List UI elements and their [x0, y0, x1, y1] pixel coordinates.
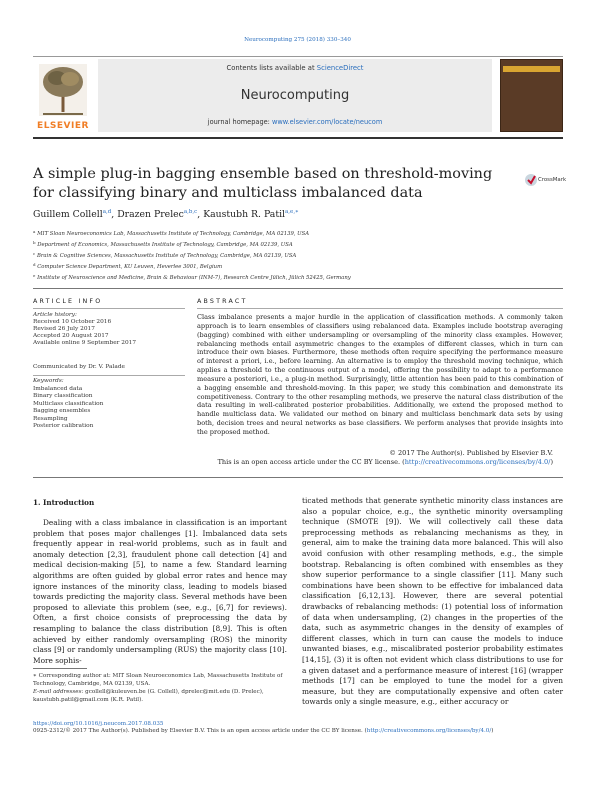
- issn-suffix: ): [491, 728, 494, 734]
- affiliation-text: Department of Economics, Massachusetts Institute of Technology, Cambridge, MA 02139, USA: [37, 241, 293, 248]
- abstract-heading: ABSTRACT: [197, 298, 248, 305]
- abstract-rule: [197, 308, 563, 309]
- affiliation-marker: c: [33, 250, 36, 256]
- author-list: Guillem Collell$^{a,d}$, Drazen Prelec$^{a,b,c}$, Kaustubh R. Patil$^{a,e,∗}$: [33, 209, 299, 220]
- keyword-item: Bagging ensembles: [33, 408, 91, 414]
- header-bottom-rule: [33, 137, 563, 139]
- body-left-column: Dealing with a class imbalance in classification is an important problem that poses major challenges [1]. Imbalanced data sets frequently appear in real-world problems, such as in fault and anomaly detection [2,3], fraudulent phone call detection [4] and medical decision-making [5], to name a few. Standard learning algorithms are often guided by global error rates and hence may ignore instances of the minority class, leading to models biased towards predicting the majority class. Several methods have been proposed to alleviate this problem (see, e.g., [6,7] for reviews). Often, a first choice consists of preprocessing the data by resampling to balance the class distribution [8,9]. This is often achieved by either randomly oversampling (ROS) the minority class [9] or randomly undersampling (RUS) the majority class [10]. More sophis-: [33, 518, 287, 665]
- crossmark-label[interactable]: CrossMark: [538, 177, 567, 183]
- affiliation-marker: e: [33, 272, 36, 278]
- journal-citation[interactable]: Neurocomputing 275 (2018) 330–340: [244, 37, 351, 43]
- communicated-by: Communicated by Dr. V. Palade: [33, 364, 125, 370]
- homepage-prefix: journal homepage:: [207, 118, 273, 126]
- journal-cover-title-strip: [503, 66, 560, 72]
- affiliation-text: Computer Science Department, KU Leuven, Heverlee 3001, Belgium: [37, 263, 223, 270]
- history-item: Received 10 October 2016: [33, 319, 112, 326]
- footnote-rule: [33, 668, 87, 669]
- history-item: Revised 26 July 2017: [33, 326, 95, 333]
- corresponding-author-note: ∗ Corresponding author at: MIT Sloan Neuroeconomics Lab, Massachusetts Institute of Technology, Cambridge, MA 02139, USA.: [33, 673, 283, 687]
- affiliation-list: [33, 228, 533, 283]
- history-item: Accepted 20 August 2017: [33, 333, 109, 340]
- affiliation-item: [33, 261, 533, 272]
- email-addresses[interactable]: gcollell@kuleuven.be (G. Collell), dprelec@mit.edu (D. Prelec), kaustubh.patil@gmail.com (K.R. Patil).: [33, 689, 264, 703]
- email-line: [33, 688, 287, 704]
- keyword-item: Imbalanced data: [33, 385, 83, 392]
- author-name[interactable]: Kaustubh R. Patil: [203, 209, 286, 220]
- keyword-item: Posterior calibration: [33, 423, 94, 429]
- elsevier-logo-text: ELSEVIER: [37, 121, 89, 131]
- keywords-rule: [33, 375, 185, 376]
- email-label: E-mail addresses:: [33, 689, 84, 695]
- affiliation-item: [33, 272, 533, 283]
- issn-prefix: 0925-2312/© 2017 The Author(s). Published by Elsevier B.V. This is an open access article under the CC BY license. (: [33, 728, 367, 734]
- author-affiliation-marker[interactable]: a,d: [102, 209, 112, 215]
- author-name[interactable]: Guillem Collell: [33, 209, 103, 220]
- history-label: Article history:: [33, 312, 77, 318]
- license-prefix: This is an open access article under the CC BY license. (: [217, 458, 405, 466]
- author-affiliation-marker[interactable]: a,e,∗: [285, 209, 299, 215]
- doi-link[interactable]: https://doi.org/10.1016/j.neucom.2017.08.035: [33, 721, 164, 727]
- affiliation-text: MIT Sloan Neuroeconomics Lab, Massachusetts Institute of Technology, Cambridge, MA 02139, USA: [37, 231, 310, 237]
- affiliation-item: [33, 239, 533, 250]
- history-item: Available online 9 September 2017: [33, 340, 137, 347]
- section-divider: [33, 477, 563, 478]
- homepage-link[interactable]: www.elsevier.com/locate/neucom: [272, 118, 383, 126]
- issn-license-line: [33, 728, 563, 734]
- affiliation-marker: a: [33, 229, 36, 234]
- affiliation-text: Brain & Cognitive Sciences, Massachusetts Institute of Technology, Cambridge, MA 02139, USA: [36, 252, 297, 259]
- body-right-column: ticated methods that generate synthetic minority class instances are also a popular choice, e.g., the synthetic minority oversampling technique (SMOTE [9]). We will collectively call these data preprocessing methods as rebalancing mechanisms as they, in general, aim to make the training data more balanced. This will also avoid confusion with other resampling methods, e.g., the simple bootstrap. Rebalancing is often combined with ensembles as they show superior performance to a single classifier [11]. Many such combinations have been shown to be effective for imbalanced data classification [6,12,13]. However, there are several potential drawbacks of rebalancing methods: (1) potential loss of information of data when undersampling, (2) changes in the properties of the data, such as asymmetric changes in the density of examples of different classes, which in turn can cause the models to induce unwanted biases, e.g., miscalibrated posterior probability estimates [14,15], (3) it is often not evident which class distributions to use for a given dataset and a performance measure of interest [16] (wrapper methods [17] can be employed to tune the model for a given measure, but they are computationally expensive and often cater towards only a single measure, e.g., either accuracy or: [302, 496, 563, 707]
- copyright-line: © 2017 The Author(s). Published by Elsevier B.V.: [389, 449, 553, 457]
- affiliation-item: [33, 228, 533, 239]
- introduction-heading: 1. Introduction: [33, 498, 95, 507]
- header-top-rule: [33, 56, 563, 57]
- section-divider: [33, 288, 563, 289]
- author-affiliation-marker[interactable]: a,b,c: [183, 209, 198, 215]
- article-info-rule: [33, 308, 185, 309]
- affiliation-text: Institute of Neuroscience and Medicine, Brain & Behaviour (INM-7), Research Centre Jülich, Jülich 52425, Germany: [37, 274, 351, 281]
- license-suffix: ): [550, 458, 553, 466]
- contents-prefix: Contents lists available at: [226, 64, 317, 72]
- article-history: [33, 312, 185, 347]
- keyword-item: Binary classification: [33, 393, 93, 399]
- affiliation-item: [33, 250, 533, 261]
- author-name[interactable]: Drazen Prelec: [117, 209, 184, 220]
- keyword-item: Multiclass classification: [33, 400, 104, 407]
- journal-homepage-line: [98, 118, 492, 126]
- affiliation-marker: b: [33, 239, 36, 245]
- article-title: A simple plug-in bagging ensemble based on threshold-moving for classifying binary and multiclass imbalanced data: [33, 166, 493, 201]
- keywords-list: [33, 378, 185, 431]
- article-info-heading: ARTICLE INFO: [33, 298, 103, 305]
- abstract-text: Class imbalance presents a major hurdle in the application of classification methods. A commonly taken approach is to learn ensembles of classifiers using rebalanced data. Examples include bootstrap averaging (bagging) combined with either undersampling or oversampling of the minority class examples. However, rebalancing methods entail asymmetric changes to the examples of different classes, which in turn can introduce their own biases. Furthermore, these methods often require specifying the performance measure of interest a priori, i.e., before learning. An alternative is to employ the threshold moving technique, which applies a threshold to the continuous output of a model, offering the possibility to adapt to a performance measure a posteriori, i.e., a plug-in method. Surprisingly, little attention has been paid to this combination of a bagging ensemble and threshold-moving. In this paper, we study this combination and demonstrate its competitiveness. Contrary to the other resampling methods, we preserve the natural class distribution of the data resulting in well-calibrated posterior probabilities. Additionally, we extend the proposed method to handle multiclass data. We validated our method on binary and multiclass benchmark data sets by using both, decision trees and neural networks as base classifiers. We perform analyses that provide insights into the proposed method.: [197, 313, 563, 436]
- journal-title: Neurocomputing: [240, 88, 350, 103]
- footnote: [33, 672, 287, 704]
- affiliation-marker: d: [33, 261, 36, 267]
- contents-available-line: [98, 64, 492, 72]
- keywords-label: Keywords:: [33, 378, 64, 384]
- license-line: [197, 458, 553, 467]
- sciencedirect-link[interactable]: ScienceDirect: [316, 64, 364, 72]
- keyword-item: Resampling: [33, 415, 68, 422]
- issn-license-link[interactable]: http://creativecommons.org/licenses/by/4.0/: [366, 728, 492, 734]
- license-link[interactable]: http://creativecommons.org/licenses/by/4.0/: [404, 458, 551, 466]
